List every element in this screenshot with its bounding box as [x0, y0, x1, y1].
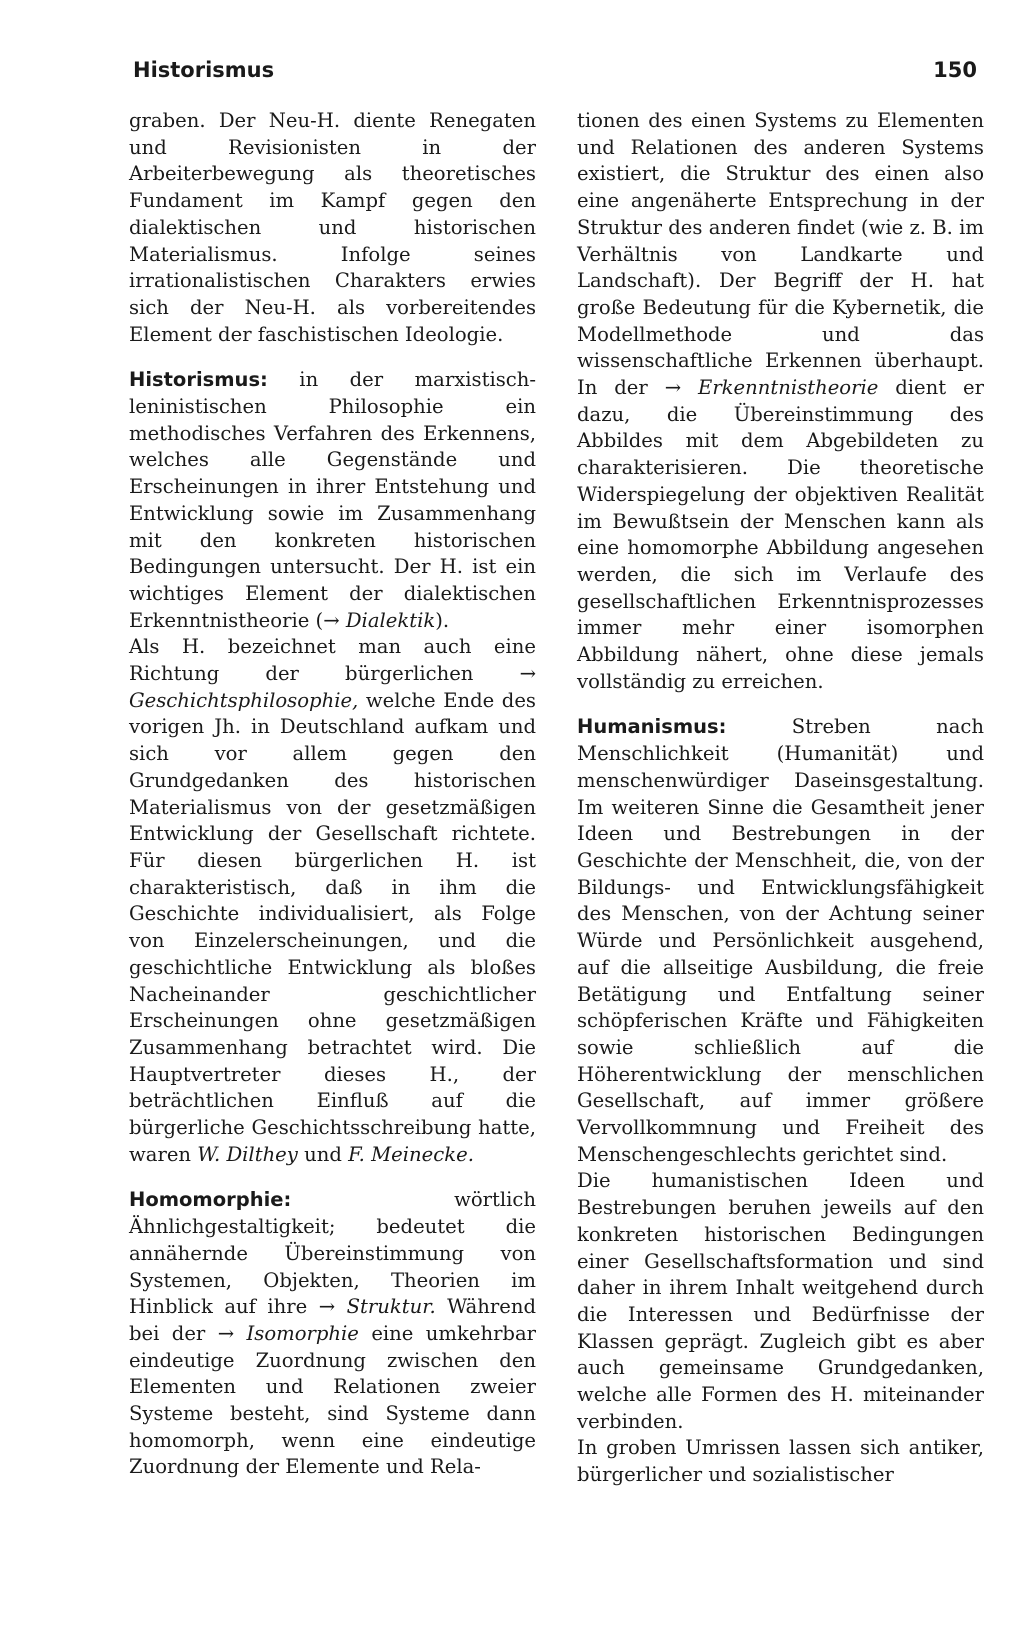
entry-text: ).	[435, 608, 450, 632]
running-head	[0, 58, 1024, 88]
running-head-title: Historismus	[133, 58, 275, 82]
entry-text: Während bei der	[129, 1295, 537, 1345]
entry-text: welche Ende des vorigen Jh. in Deutschland aufkam und sich vor allem gegen den Grundgedanken des historischen Materialismus von der gesetzmäßigen Entwicklung der Gesellschaft richtete. Für diesen bürgerlichen H. ist charakteristisch, daß in ihm die Geschichte individualisiert, als Folge von Einzelerscheinungen, und die geschichtliche Entwicklung als bloßes Nacheinander geschichtlicher Erscheinungen ohne gesetzmäßigen Zusammenhang betrachtet wird. Die Hauptvertreter dieses H., der beträchtlichen Einfluß auf die bürgerliche Geschichtsschreibung hatte, waren	[129, 688, 536, 1166]
headword-homomorphie: Homomorphie:	[129, 1188, 292, 1212]
entry-text: wörtlich Ähnlichgestaltigkeit; bedeutet die annähernde Übereinstimmung von Systemen, Objekten, Theorien im Hinblick auf ihre	[129, 1188, 536, 1319]
cross-reference-arrow-icon: →	[519, 662, 536, 686]
paragraph-homomorphie-continued	[577, 108, 984, 695]
cross-reference-erkenntnistheorie: Erkenntnistheorie	[698, 376, 879, 400]
cross-reference-struktur: Struktur.	[346, 1295, 436, 1319]
cross-reference-dialektik: Dialektik	[345, 608, 436, 632]
page-number: 150	[933, 58, 977, 82]
entry-text: Streben nach Menschlichkeit (Humanität) und menschenwürdiger Daseinsgestaltung. Im weiteren Sinne die Gesamtheit jener Ideen und Bestrebungen in der Geschichte der Menschheit, die, von der Bildungs- und Entwicklungsfähigkeit des Menschen, von der Achtung seiner Würde und Persönlichkeit ausgehend, auf die allseitige Ausbildung, die freie Betätigung und Entfaltung seiner schöpferischen Kräfte und Fähigkeiten sowie schließlich auf die Höherentwicklung der menschlichen Gesellschaft, auf immer größere Vervollkommnung und Freiheit des Menschengeschlechts gerichtet sind.	[577, 715, 984, 1166]
entry-text: Als H. bezeichnet man auch eine Richtung der bürgerlichen	[129, 635, 536, 686]
entry-text: dient er dazu, die Übereinstimmung des Abbildes mit dem Abgebildeten zu charakterisieren. Die theoretische Widerspiegelung der objektiven Realität im Bewußtsein der Menschen kann als eine homomorphe Abbildung angesehen werden, die sich im Verlaufe des gesellschaftlichen Erkenntnisprozesses immer mehr einer isomorphen Abbildung nähert, ohne diese jemals vollständig zu erreichen.	[577, 376, 984, 693]
paragraph-buergerlicher-historismus	[129, 634, 536, 1168]
person-name: W. Dilthey	[197, 1142, 298, 1166]
entry-text: in der marxistisch-leninistischen Philosophie ein methodisches Verfahren des Erkennens, welches alle Gegenstände und Erscheinungen in ihrer Entstehung und Entwicklung sowie im Zusammenhang mit den konkreten historischen Bedingungen untersucht. Der H. ist ein wichtiges Element der dialektischen Erkenntnistheorie (	[129, 368, 536, 632]
paragraph-neu-historismus-end: graben. Der Neu-H. diente Renegaten und Revisionisten in der Arbeiterbewegung als theoretisches Fundament im Kampf gegen den dialektischen und historischen Materialismus. Infolge seines irrationalistischen Charakters erwies sich der Neu-H. als vorbereitendes Element der faschistischen Ideologie.	[129, 109, 536, 346]
entry-text: tionen des einen Systems zu Elementen und Relationen des anderen Systems existiert, die Struktur des einen also eine angenäherte Entsprechung in der Struktur des anderen findet (wie z. B. im Verhältnis von Landkarte und Landschaft). Der Begriff der H. hat große Bedeutung für die Kybernetik, die Modellmethode und das wissenschaftliche Erkennen überhaupt. In der	[577, 109, 984, 400]
right-column	[577, 108, 984, 1489]
entry-historismus	[129, 367, 536, 634]
left-column	[129, 108, 536, 1481]
cross-reference-arrow-icon: →	[323, 608, 340, 632]
entry-homomorphie	[129, 1187, 536, 1481]
cross-reference-arrow-icon: →	[318, 1295, 336, 1319]
paragraph-umrisse: In groben Umrissen lassen sich antiker, bürgerlicher und sozialistischer	[577, 1436, 984, 1487]
cross-reference-isomorphie: Isomorphie	[246, 1321, 359, 1345]
cross-reference-geschichtsphilosophie: Geschichtsphilosophie,	[129, 688, 359, 712]
entry-text: eine umkehrbar eindeutige Zuordnung zwischen den Elementen und Relationen zweier Systeme besteht, sind Systeme dann homomorph, wenn eine eindeutige Zuordnung der Elemente und Rela-	[129, 1321, 537, 1479]
cross-reference-arrow-icon: →	[217, 1321, 235, 1345]
entry-text: und	[304, 1142, 342, 1166]
paragraph-humanistische-ideen: Die humanistischen Ideen und Bestrebungen beruhen jeweils auf den konkreten historischen Bedingungen einer Gesellschaftsformation und sind daher in ihrem Inhalt weitgehend durch die Interessen und Bedürfnisse der Klassen geprägt. Zugleich gibt es aber auch gemeinsame Grundgedanken, welche alle Formen des H. miteinander verbinden.	[577, 1169, 984, 1433]
headword-historismus: Historismus:	[129, 368, 268, 392]
person-name: F. Meinecke.	[348, 1142, 474, 1166]
cross-reference-arrow-icon: →	[664, 376, 682, 400]
headword-humanismus: Humanismus:	[577, 715, 727, 739]
entry-humanismus	[577, 714, 984, 1168]
